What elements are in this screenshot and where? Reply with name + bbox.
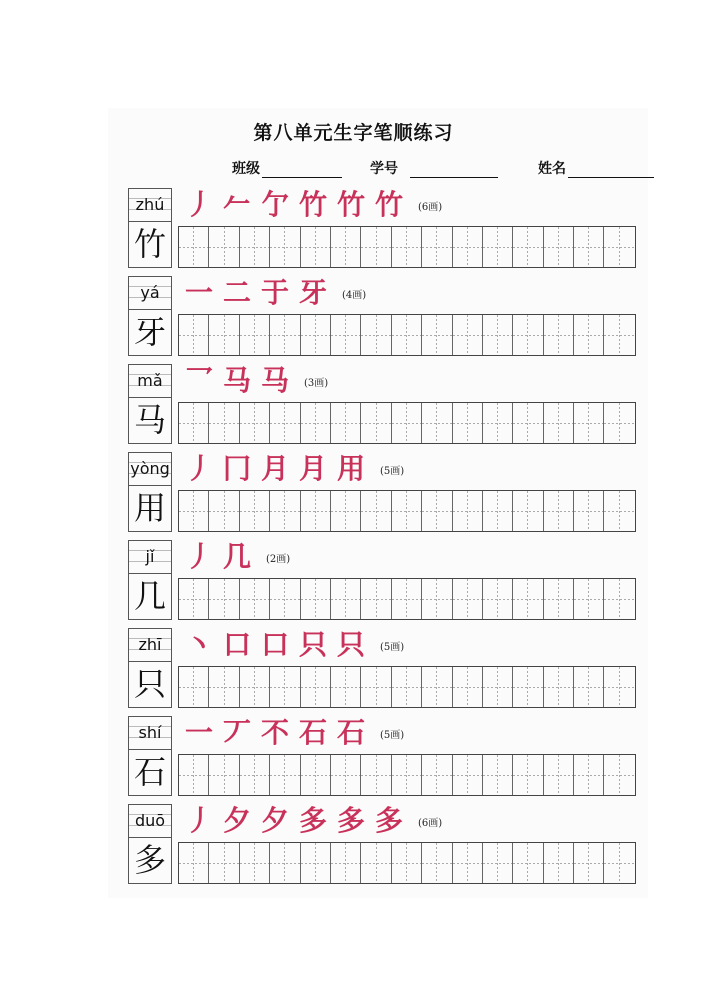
writing-cell[interactable]: [544, 579, 574, 619]
stroke-step: 丿: [184, 804, 213, 837]
class-field: [232, 158, 342, 178]
name-label: 姓名: [538, 161, 566, 177]
stroke-step: 亇: [260, 188, 289, 221]
writing-cell[interactable]: [513, 579, 543, 619]
writing-cell[interactable]: [179, 491, 209, 531]
stroke-step: 月: [260, 452, 289, 485]
writing-grid: [178, 578, 636, 620]
writing-cell[interactable]: [301, 579, 331, 619]
writing-cell[interactable]: [392, 667, 422, 707]
writing-cell[interactable]: [574, 667, 604, 707]
writing-cell[interactable]: [422, 403, 452, 443]
writing-cell[interactable]: [513, 227, 543, 267]
name-blank-line[interactable]: [568, 159, 654, 178]
writing-cell[interactable]: [604, 755, 634, 795]
stroke-step: 不: [260, 716, 289, 749]
stroke-step: 牙: [298, 276, 327, 309]
writing-cell[interactable]: [240, 579, 270, 619]
writing-cell[interactable]: [301, 755, 331, 795]
writing-cell[interactable]: [209, 315, 239, 355]
writing-cell[interactable]: [361, 843, 391, 883]
model-character-box: 牙: [128, 310, 172, 356]
writing-cell[interactable]: [301, 491, 331, 531]
stroke-step: 竹: [336, 188, 365, 221]
class-blank-line[interactable]: [262, 159, 342, 178]
writing-cell[interactable]: [483, 843, 513, 883]
writing-cell[interactable]: [179, 755, 209, 795]
writing-cell[interactable]: [209, 579, 239, 619]
writing-cell[interactable]: [604, 579, 634, 619]
writing-cell[interactable]: [453, 843, 483, 883]
writing-cell[interactable]: [604, 667, 634, 707]
stroke-order-sequence: [180, 804, 442, 838]
stroke-step: 冂: [222, 452, 251, 485]
writing-cell[interactable]: [574, 755, 604, 795]
pinyin-box: zhú: [128, 188, 172, 222]
character-block: [128, 540, 636, 624]
writing-cell[interactable]: [483, 491, 513, 531]
writing-cell[interactable]: [240, 403, 270, 443]
writing-cell[interactable]: [453, 667, 483, 707]
writing-cell[interactable]: [513, 491, 543, 531]
stroke-count: (5画): [380, 465, 405, 477]
writing-cell[interactable]: [240, 667, 270, 707]
writing-cell[interactable]: [422, 315, 452, 355]
writing-cell[interactable]: [422, 491, 452, 531]
writing-grid: [178, 754, 636, 796]
writing-grid: [178, 402, 636, 444]
writing-cell[interactable]: [209, 843, 239, 883]
writing-cell[interactable]: [209, 227, 239, 267]
character-block: [128, 188, 636, 272]
writing-cell[interactable]: [301, 227, 331, 267]
writing-cell[interactable]: [331, 843, 361, 883]
pinyin-box: zhī: [128, 628, 172, 662]
writing-cell[interactable]: [574, 403, 604, 443]
stroke-step: 多: [336, 804, 365, 837]
name-field: [538, 158, 654, 178]
writing-cell[interactable]: [331, 491, 361, 531]
writing-cell[interactable]: [483, 667, 513, 707]
writing-cell[interactable]: [209, 491, 239, 531]
stroke-count: (6画): [418, 201, 443, 213]
stroke-count: (6画): [418, 817, 443, 829]
pinyin-box: yá: [128, 276, 172, 310]
writing-cell[interactable]: [604, 227, 634, 267]
stroke-step: 马: [260, 364, 289, 397]
writing-cell[interactable]: [453, 227, 483, 267]
writing-cell[interactable]: [422, 579, 452, 619]
writing-cell[interactable]: [513, 403, 543, 443]
writing-grid: [178, 490, 636, 532]
model-character-box: 几: [128, 574, 172, 620]
writing-cell[interactable]: [483, 315, 513, 355]
stroke-step: 月: [298, 452, 327, 485]
model-character-box: 石: [128, 750, 172, 796]
writing-cell[interactable]: [331, 315, 361, 355]
writing-cell[interactable]: [270, 755, 300, 795]
stroke-step: 夕: [222, 804, 251, 837]
writing-cell[interactable]: [604, 315, 634, 355]
class-label: 班级: [232, 161, 260, 177]
writing-cell[interactable]: [453, 491, 483, 531]
writing-cell[interactable]: [453, 579, 483, 619]
stroke-step: 二: [222, 276, 251, 309]
writing-cell[interactable]: [544, 491, 574, 531]
writing-cell[interactable]: [392, 315, 422, 355]
writing-cell[interactable]: [179, 315, 209, 355]
stroke-step: 丿: [184, 540, 213, 573]
writing-cell[interactable]: [361, 315, 391, 355]
stroke-step: 一: [184, 276, 213, 309]
writing-cell[interactable]: [179, 843, 209, 883]
writing-cell[interactable]: [361, 667, 391, 707]
worksheet-title: 第八单元生字笔顺练习: [253, 122, 454, 144]
writing-cell[interactable]: [392, 843, 422, 883]
writing-cell[interactable]: [422, 755, 452, 795]
stroke-order-sequence: [180, 276, 366, 310]
writing-cell[interactable]: [301, 403, 331, 443]
stroke-step: 只: [298, 628, 327, 661]
writing-cell[interactable]: [513, 315, 543, 355]
writing-cell[interactable]: [574, 227, 604, 267]
stroke-count: (4画): [342, 289, 367, 301]
stroke-step: 用: [336, 452, 365, 485]
writing-cell[interactable]: [270, 579, 300, 619]
writing-cell[interactable]: [513, 843, 543, 883]
writing-cell[interactable]: [209, 403, 239, 443]
stroke-step: 竹: [374, 188, 403, 221]
pinyin-box: shí: [128, 716, 172, 750]
writing-grid: [178, 314, 636, 356]
character-block: [128, 804, 636, 888]
writing-cell[interactable]: [361, 579, 391, 619]
stroke-step: 丶: [184, 628, 213, 661]
stroke-count: (3画): [304, 377, 329, 389]
pinyin-box: yòng: [128, 452, 172, 486]
writing-grid: [178, 842, 636, 884]
pinyin-box: mǎ: [128, 364, 172, 398]
writing-cell[interactable]: [422, 227, 452, 267]
writing-cell[interactable]: [240, 755, 270, 795]
writing-cell[interactable]: [240, 227, 270, 267]
stroke-step: 竹: [298, 188, 327, 221]
stroke-step: 夕: [260, 804, 289, 837]
stroke-step: 丿: [184, 452, 213, 485]
stroke-step: 几: [222, 540, 251, 573]
writing-cell[interactable]: [453, 315, 483, 355]
pinyin-box: duō: [128, 804, 172, 838]
writing-cell[interactable]: [604, 491, 634, 531]
writing-cell[interactable]: [209, 667, 239, 707]
character-block: [128, 628, 636, 712]
writing-cell[interactable]: [544, 843, 574, 883]
stroke-step: 马: [222, 364, 251, 397]
stroke-step: 丆: [222, 716, 251, 749]
writing-cell[interactable]: [513, 667, 543, 707]
writing-cell[interactable]: [392, 227, 422, 267]
model-character-box: 只: [128, 662, 172, 708]
writing-cell[interactable]: [331, 403, 361, 443]
writing-cell[interactable]: [574, 315, 604, 355]
writing-cell[interactable]: [301, 843, 331, 883]
writing-cell[interactable]: [392, 755, 422, 795]
writing-cell[interactable]: [331, 227, 361, 267]
writing-cell[interactable]: [270, 315, 300, 355]
stroke-step: 一: [184, 716, 213, 749]
writing-cell[interactable]: [574, 491, 604, 531]
stroke-count: (5画): [380, 641, 405, 653]
writing-cell[interactable]: [209, 755, 239, 795]
writing-cell[interactable]: [392, 403, 422, 443]
writing-cell[interactable]: [361, 227, 391, 267]
stroke-step: 口: [222, 628, 251, 661]
writing-cell[interactable]: [544, 227, 574, 267]
stroke-order-sequence: [180, 188, 442, 222]
writing-cell[interactable]: [270, 403, 300, 443]
writing-cell[interactable]: [544, 315, 574, 355]
stroke-step: 石: [298, 716, 327, 749]
character-block: [128, 364, 636, 448]
character-block: [128, 716, 636, 800]
stroke-count: (5画): [380, 729, 405, 741]
writing-cell[interactable]: [544, 667, 574, 707]
stroke-order-sequence: [180, 716, 404, 750]
writing-cell[interactable]: [361, 403, 391, 443]
stroke-count: (2画): [266, 553, 291, 565]
writing-cell[interactable]: [422, 667, 452, 707]
stroke-order-sequence: [180, 628, 404, 662]
writing-cell[interactable]: [453, 755, 483, 795]
writing-cell[interactable]: [270, 491, 300, 531]
writing-cell[interactable]: [453, 403, 483, 443]
writing-cell[interactable]: [392, 491, 422, 531]
writing-cell[interactable]: [331, 755, 361, 795]
writing-cell[interactable]: [574, 579, 604, 619]
writing-cell[interactable]: [270, 843, 300, 883]
writing-cell[interactable]: [301, 315, 331, 355]
number-blank-line[interactable]: [410, 159, 498, 178]
writing-cell[interactable]: [513, 755, 543, 795]
writing-cell[interactable]: [483, 227, 513, 267]
writing-cell[interactable]: [483, 403, 513, 443]
stroke-order-sequence: [180, 452, 404, 486]
writing-grid: [178, 666, 636, 708]
writing-cell[interactable]: [544, 403, 574, 443]
model-character-box: 用: [128, 486, 172, 532]
stroke-step: 只: [336, 628, 365, 661]
stroke-step: 口: [260, 628, 289, 661]
stroke-step: 多: [298, 804, 327, 837]
stroke-step: 乛: [184, 364, 213, 397]
stroke-step: 𠂉: [222, 188, 251, 221]
writing-cell[interactable]: [604, 843, 634, 883]
stroke-step: 于: [260, 276, 289, 309]
writing-cell[interactable]: [392, 579, 422, 619]
writing-cell[interactable]: [331, 579, 361, 619]
writing-cell[interactable]: [270, 227, 300, 267]
character-block: [128, 452, 636, 536]
writing-cell[interactable]: [574, 843, 604, 883]
stroke-order-sequence: [180, 364, 328, 398]
number-label: 学号: [370, 161, 398, 177]
stroke-step: 丿: [184, 188, 213, 221]
number-field: [370, 158, 498, 178]
pinyin-box: jǐ: [128, 540, 172, 574]
writing-cell[interactable]: [179, 579, 209, 619]
writing-cell[interactable]: [179, 403, 209, 443]
model-character-box: 马: [128, 398, 172, 444]
model-character-box: 竹: [128, 222, 172, 268]
writing-cell[interactable]: [361, 755, 391, 795]
stroke-step: 石: [336, 716, 365, 749]
writing-cell[interactable]: [331, 667, 361, 707]
model-character-box: 多: [128, 838, 172, 884]
writing-cell[interactable]: [483, 755, 513, 795]
writing-cell[interactable]: [240, 491, 270, 531]
writing-cell[interactable]: [361, 491, 391, 531]
writing-cell[interactable]: [179, 667, 209, 707]
writing-cell[interactable]: [604, 403, 634, 443]
writing-cell[interactable]: [544, 755, 574, 795]
stroke-step: 多: [374, 804, 403, 837]
writing-cell[interactable]: [422, 843, 452, 883]
character-block: [128, 276, 636, 360]
student-info-row: [232, 158, 662, 182]
writing-cell[interactable]: [240, 315, 270, 355]
writing-cell[interactable]: [301, 667, 331, 707]
stroke-order-sequence: [180, 540, 290, 574]
writing-grid: [178, 226, 636, 268]
writing-cell[interactable]: [179, 227, 209, 267]
writing-cell[interactable]: [240, 843, 270, 883]
writing-cell[interactable]: [270, 667, 300, 707]
writing-cell[interactable]: [483, 579, 513, 619]
